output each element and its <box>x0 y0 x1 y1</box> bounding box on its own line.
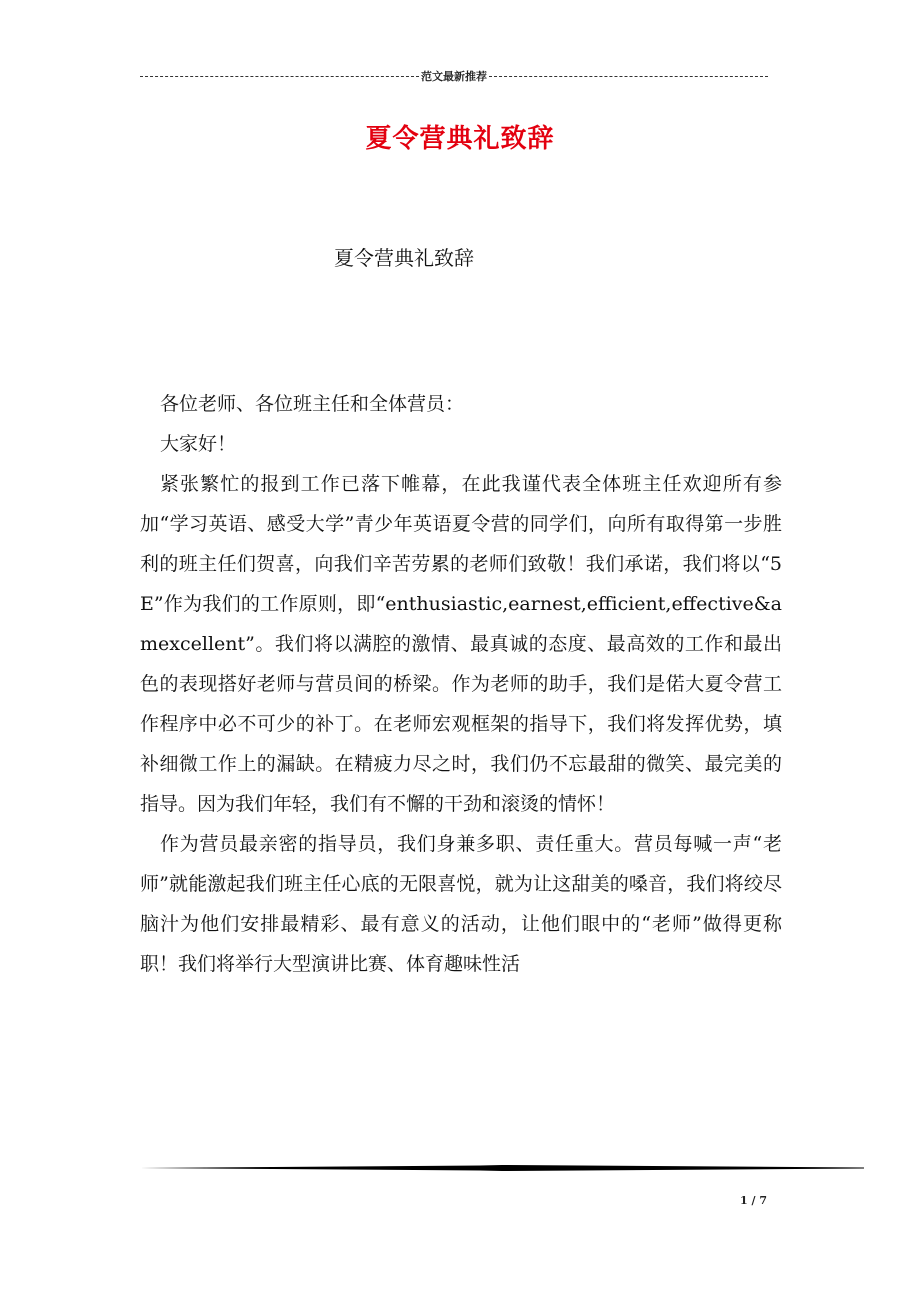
header-dashes-right <box>489 76 768 77</box>
greeting-paragraph: 大家好！ <box>159 433 236 455</box>
header-dashes-left <box>140 76 419 77</box>
header-label: 范文最新推荐 <box>421 70 487 83</box>
document-body <box>140 384 782 984</box>
body-paragraph: 紧张繁忙的报到工作已落下帷幕，在此我谨代表全体班主任欢迎所有参加“学习英语、感受大学”青少年英语夏令营的同学们，向所有取得第一步胜利的班主任们贺喜，向我们辛苦劳累的老师们致敬！我们承诺，我们将以“5E”作为我们的工作原则，即“enthusiastic,earnest,efficient,effective&amexcellent”。我们将以满腔的激情、最真诚的态度、最高效的工作和最出色的表现搭好老师与营员间的桥梁。作为老师的助手，我们是偌大夏令营工作程序中必不可少的补丁。在老师宏观框架的指导下，我们将发挥优势，填补细微工作上的漏缺。在精疲力尽之时，我们仍不忘最甜的微笑、最完美的指导。因为我们年轻，我们有不懈的干劲和滚烫的情怀！ <box>140 473 782 815</box>
page-header <box>140 68 768 84</box>
salutation-paragraph: 各位老师、各位班主任和全体营员： <box>159 393 464 415</box>
footer-rule <box>140 1164 864 1172</box>
page-number: 1 / 7 <box>740 1194 767 1207</box>
body-paragraph: 作为营员最亲密的指导员，我们身兼多职、责任重大。营员每喊一声“老师”就能激起我们班主任心底的无限喜悦，就为让这甜美的嗓音，我们将绞尽脑汁为他们安排最精彩、最有意义的活动，让他们眼中的“老师”做得更称职！我们将举行大型演讲比赛、体育趣味性活 <box>140 833 782 975</box>
document-subtitle: 夏令营典礼致辞 <box>334 246 474 270</box>
document-title: 夏令营典礼致辞 <box>365 124 555 154</box>
